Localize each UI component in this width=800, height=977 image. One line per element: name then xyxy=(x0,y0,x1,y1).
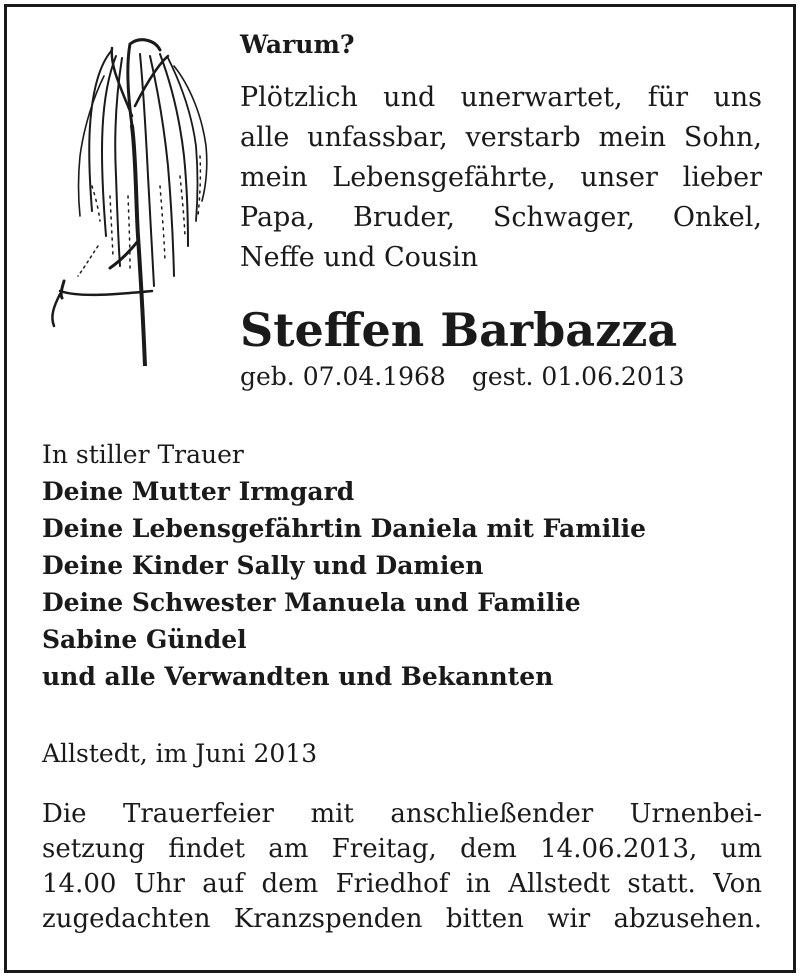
birth-date: geb. 07.04.1968 xyxy=(240,362,446,391)
intro-line: Papa, Bruder, Schwager, Onkel, xyxy=(240,202,762,233)
funeral-line: Die Trauerfeier mit anschließender Urnenbei- xyxy=(42,799,762,829)
intro-block xyxy=(240,28,762,278)
intro-line: alle unfassbar, verstarb mein Sohn, xyxy=(240,122,762,153)
deceased-name: Steffen Barbazza xyxy=(240,303,678,357)
intro-text xyxy=(240,78,762,278)
funeral-line: zugedachten Kranzspenden bitten wir abzusehen. xyxy=(42,904,762,934)
funeral-info xyxy=(42,797,762,937)
place-date: Allstedt, im Juni 2013 xyxy=(42,739,318,768)
death-date: gest. 01.06.2013 xyxy=(471,362,685,391)
mourner-line: Deine Mutter Irmgard xyxy=(42,477,355,506)
heading: Warum? xyxy=(240,30,355,59)
mourner-line: Deine Lebensgefährtin Daniela mit Familie xyxy=(42,514,647,543)
intro-line: Plötzlich und unerwartet, für uns xyxy=(240,82,762,113)
intro-line: mein Lebensgefährte, unser lieber xyxy=(240,162,762,193)
weeping-willow-icon xyxy=(40,36,215,366)
mourners-lead: In stiller Trauer xyxy=(42,440,244,469)
mourner-line: und alle Verwandten und Bekannten xyxy=(42,662,554,691)
funeral-line: setzung findet am Freitag, dem 14.06.2013, um xyxy=(42,834,762,864)
mourner-line: Deine Kinder Sally und Damien xyxy=(42,551,484,580)
mourners-block xyxy=(42,436,762,695)
mourner-line: Sabine Gündel xyxy=(42,625,247,654)
mourner-line: Deine Schwester Manuela und Familie xyxy=(42,588,581,617)
life-dates xyxy=(240,360,685,394)
funeral-line: 14.00 Uhr auf dem Friedhof in Allstedt statt. Von xyxy=(42,869,762,899)
intro-line: Neffe und Cousin xyxy=(240,242,479,273)
